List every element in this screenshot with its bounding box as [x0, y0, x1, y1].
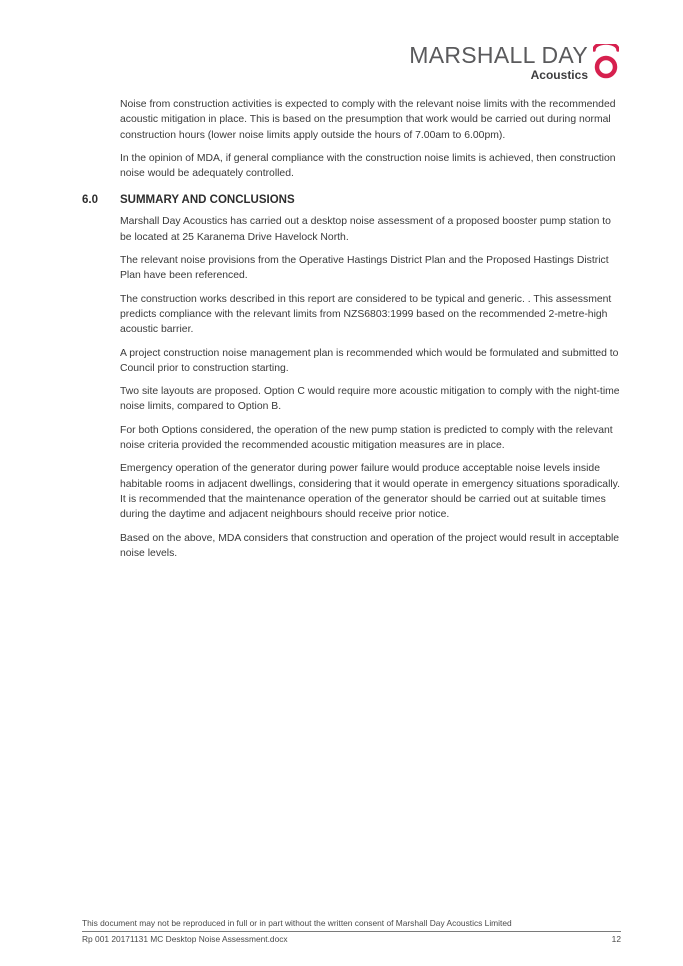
copyright-notice: This document may not be reproduced in full or in part without the written consent of Marshall Day Acoustics Limited: [82, 918, 621, 932]
logo-mark-icon: [593, 44, 619, 80]
section-number: 6.0: [82, 194, 98, 207]
section-title: SUMMARY AND CONCLUSIONS: [120, 194, 295, 207]
section-paragraph: Marshall Day Acoustics has carried out a desktop noise assessment of a proposed booster pump station to be located at 25 Karanema Drive Havelock North.: [120, 216, 611, 243]
logo-text: [409, 44, 588, 82]
intro-paragraph: In the opinion of MDA, if general compliance with the construction noise limits is achieved, then construction noise would be adequately controlled.: [120, 152, 616, 180]
section-paragraph: Based on the above, MDA considers that construction and operation of the project would result in acceptable noise levels.: [120, 532, 620, 559]
section-paragraph: Emergency operation of the generator during power failure would produce acceptable noise levels inside habitable rooms in adjacent dwellings, considering that it would operate in emergency situations sporadically. It is recommended that the maintenance operation of the generator should be carried out at suitable times during the daytime and adjacent neighbours should receive prior notice.: [120, 463, 620, 521]
section-paragraph: Two site layouts are proposed. Option C would require more acoustic mitigation to comply with the night-time noise limits, compared to Option B.: [120, 386, 620, 413]
section-paragraph: The relevant noise provisions from the Operative Hastings District Plan and the Proposed Hastings District Plan have been referenced.: [120, 255, 609, 282]
company-logo: [409, 44, 619, 82]
document-reference: Rp 001 20171131 MC Desktop Noise Assessment.docx: [82, 934, 288, 944]
intro-paragraph: Noise from construction activities is expected to comply with the relevant noise limits with the recommended acoustic mitigation in place. This is based on the presumption that work would be carried out during normal construction hours (lower noise limits apply outside the hours of 7.00am to 6.00pm).: [120, 99, 616, 141]
page-number: 12: [611, 934, 621, 944]
section-paragraph: For both Options considered, the operation of the new pump station is predicted to comply with the relevant noise criteria provided the recommended acoustic mitigation measures are in place.: [120, 424, 613, 452]
page-footer: [82, 918, 621, 945]
section-heading: [82, 193, 683, 207]
logo-name: MARSHALL DAY: [409, 42, 588, 68]
section-paragraph: The construction works described in this report are considered to be typical and generic. . This assessment predicts compliance with the relevant limits from NZS6803:1999 based on the recommended 2-metre-high acoustic barrier.: [120, 293, 612, 336]
logo-subtitle: Acoustics: [530, 68, 588, 82]
page-body: [0, 97, 683, 569]
footer-row: [82, 932, 621, 945]
section-paragraph: A project construction noise management plan is recommended which would be formulated and submitted to Council prior to construction starting.: [120, 347, 619, 374]
